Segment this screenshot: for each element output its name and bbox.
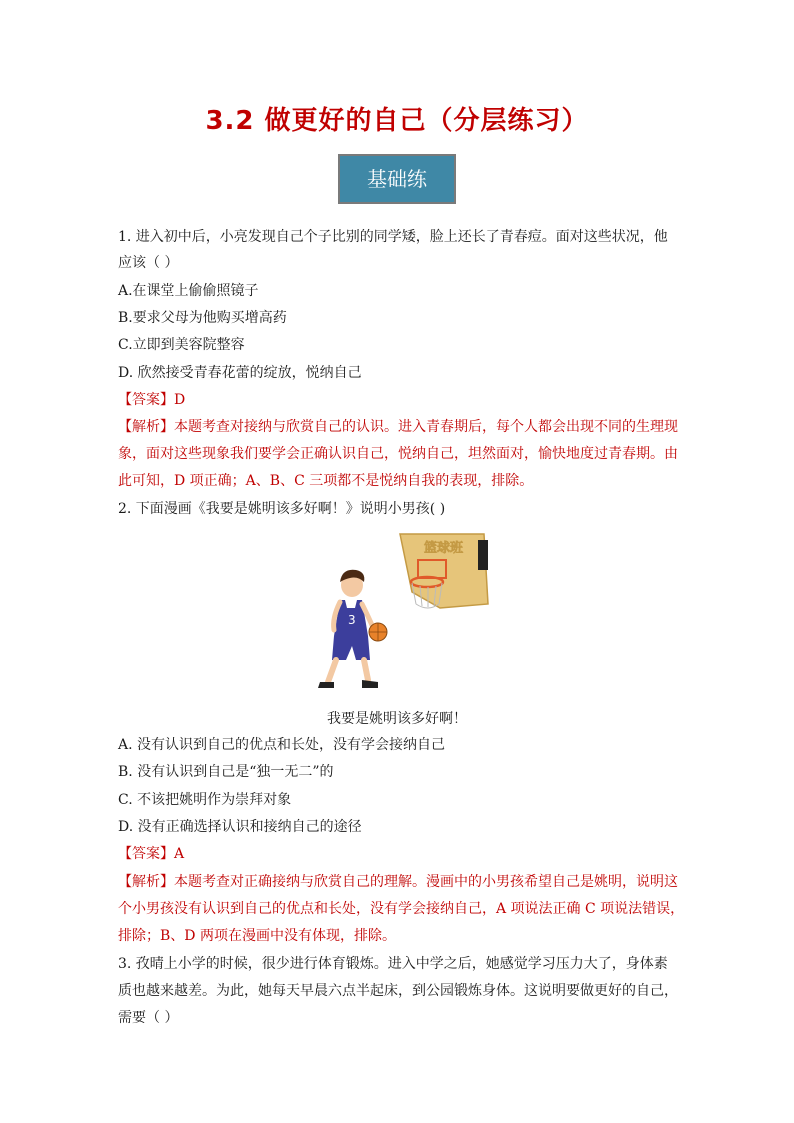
section-badge: 基础练: [338, 154, 456, 204]
boy-icon: [318, 570, 378, 688]
q1-analysis-line-1: 【解析】本题考查对接纳与欣赏自己的认识。进入青春期后，每个人都会出现不同的生理现: [118, 419, 678, 435]
q1-stem-line-1: 1. 进入初中后，小亮发现自己个子比别的同学矮，脸上还长了青春痘。面对这些状况，他: [118, 229, 668, 245]
q1-option-a: A.在课堂上偷偷照镜子: [118, 283, 259, 299]
q2-analysis-line-2: 个小男孩没有认识到自己的优点和长处，没有学会接纳自己，A 项说法正确 C 项说法错误，: [118, 901, 685, 917]
q2-option-a: A. 没有认识到自己的优点和长处，没有学会接纳自己: [118, 737, 446, 753]
q1-analysis-line-2: 象，面对这些现象我们要学会正确认识自己，悦纳自己，坦然面对，愉快地度过青春期。由: [118, 446, 678, 462]
basketball-icon: [369, 623, 387, 641]
q3-stem-line-3: 需要（ ）: [118, 1010, 179, 1026]
q2-option-c: C. 不该把姚明作为崇拜对象: [118, 792, 292, 808]
backboard-sign: 篮球班: [424, 541, 464, 556]
q2-stem-line-1: 2. 下面漫画《我要是姚明该多好啊！》说明小男孩( ): [118, 501, 446, 517]
q1-option-d: D. 欣然接受青春花蕾的绽放，悦纳自己: [118, 365, 362, 381]
figure-caption: 我要是姚明该多好啊！: [327, 711, 467, 727]
q1-option-c: C.立即到美容院整容: [118, 337, 245, 353]
q3-stem-line-1: 3. 孜晴上小学的时候，很少进行体育锻炼。进入中学之后，她感觉学习压力大了，身体素: [118, 956, 668, 972]
q1-analysis-line-3: 此可知，D 项正确；A、B、C 三项都不是悦纳自我的表现，排除。: [118, 473, 534, 489]
backboard-icon: [400, 534, 488, 608]
q1-stem-line-2: 应该（ ）: [118, 255, 179, 271]
cartoon-boy-basketball: [312, 532, 492, 697]
q1-option-b: B.要求父母为他购买增高药: [118, 310, 287, 326]
q2-analysis-line-1: 【解析】本题考查对正确接纳与欣赏自己的理解。漫画中的小男孩希望自己是姚明，说明这: [118, 874, 678, 890]
q2-analysis-line-3: 排除；B、D 两项在漫画中没有体现，排除。: [118, 928, 396, 944]
q3-stem-line-2: 质也越来越差。为此，她每天早晨六点半起床，到公园锻炼身体。这说明要做更好的自己，: [118, 983, 678, 999]
q2-answer: 【答案】A: [118, 846, 185, 862]
jersey-number: 3: [348, 613, 356, 627]
q2-option-d: D. 没有正确选择认识和接纳自己的途径: [118, 819, 362, 835]
q1-answer: 【答案】D: [118, 392, 186, 408]
page-title: 3.2 做更好的自己（分层练习）: [205, 106, 589, 136]
q2-option-b: B. 没有认识到自己是“独一无二”的: [118, 764, 334, 780]
